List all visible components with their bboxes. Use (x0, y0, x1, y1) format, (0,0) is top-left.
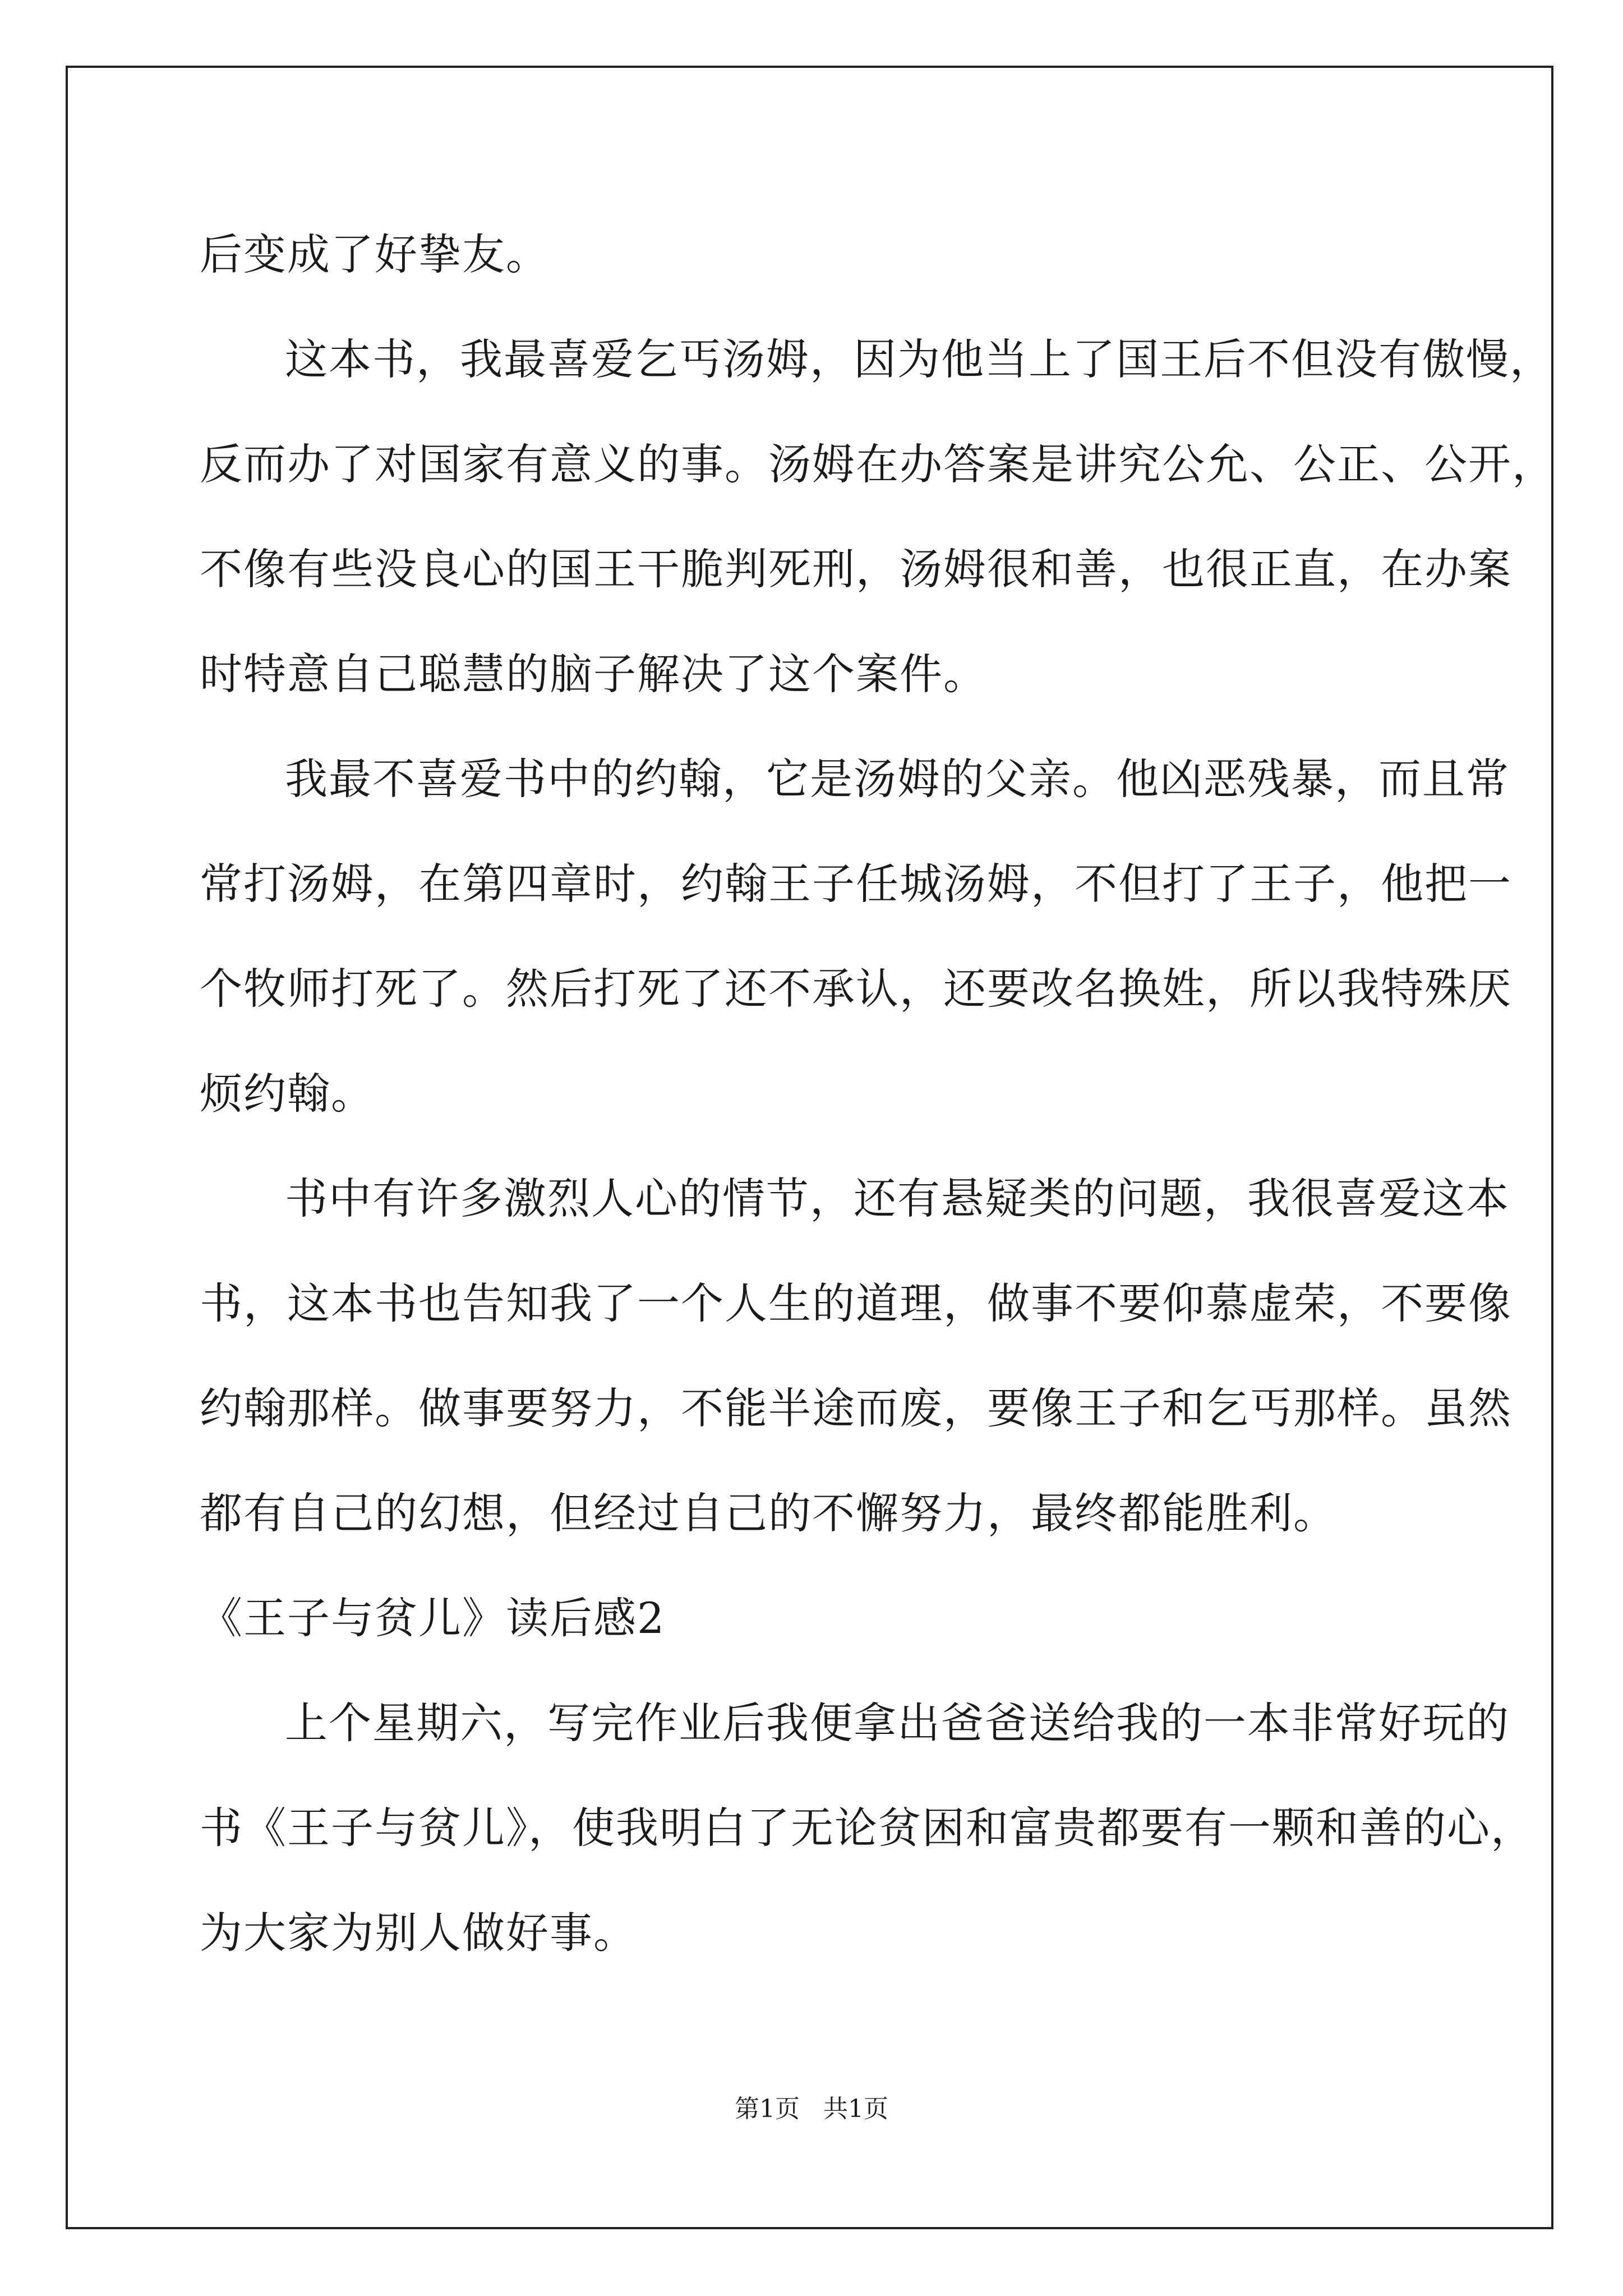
text-line: 约翰那样。做事要努力，不能半途而废，要像王子和乞丐那样。虽然 (200, 1383, 1512, 1433)
text-line: 个牧师打死了。然后打死了还不承认，还要改名换姓，所以我特殊厌 (200, 964, 1512, 1014)
text-line: 时特意自己聪慧的脑子解决了这个案件。 (200, 649, 987, 699)
section-heading: 《王子与贫儿》读后感2 (200, 1593, 666, 1643)
text-line: 为大家为别人做好事。 (200, 1908, 637, 1958)
text-line: 我最不喜爱书中的约翰，它是汤姆的父亲。他凶恶残暴，而且常 (285, 754, 1510, 804)
text-line: 不像有些没良心的国王干脆判死刑，汤姆很和善，也很正直，在办案 (200, 544, 1512, 594)
text-line: 都有自己的幻想，但经过自己的不懈努力，最终都能胜利。 (200, 1488, 1337, 1538)
text-line: 这本书，我最喜爱乞丐汤姆，因为他当上了国王后不但没有傲慢， (285, 334, 1553, 384)
text-line: 反而办了对国家有意义的事。汤姆在办答案是讲究公允、公正、公开， (200, 439, 1556, 489)
text-line: 后变成了好挚友。 (200, 229, 550, 279)
page-number-footer: 第1页 共1页 (735, 2095, 888, 2123)
text-line: 书，这本书也告知我了一个人生的道理，做事不要仰慕虚荣，不要像 (200, 1278, 1512, 1328)
text-line: 常打汤姆，在第四章时，约翰王子任城汤姆，不但打了王子，他把一 (200, 859, 1512, 909)
text-line: 烦约翰。 (200, 1069, 375, 1119)
document-body (200, 202, 1556, 1985)
text-line: 书中有许多激烈人心的情节，还有悬疑类的问题，我很喜爱这本 (285, 1174, 1510, 1223)
text-line: 书《王子与贫儿》，使我明白了无论贫困和富贵都要有一颗和善的心， (200, 1803, 1534, 1853)
text-line: 上个星期六，写完作业后我便拿出爸爸送给我的一本非常好玩的 (285, 1698, 1510, 1748)
